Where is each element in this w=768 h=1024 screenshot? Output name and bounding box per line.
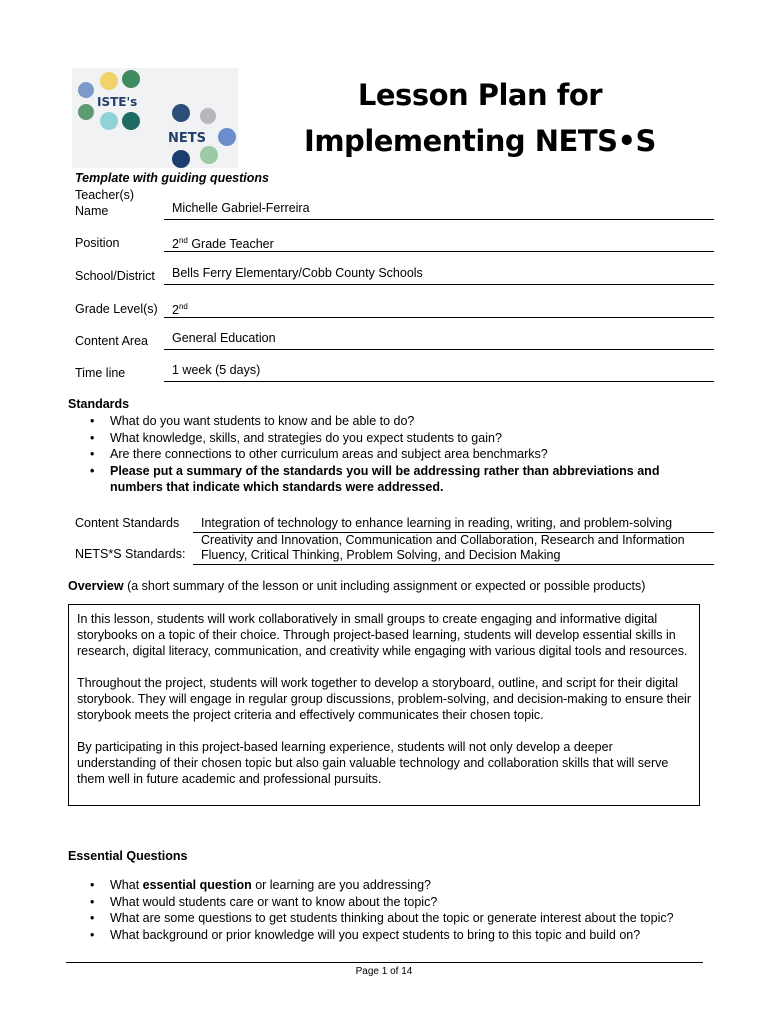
overview-paragraph: By participating in this project-based learning experience, students will not only develop a deeper understanding of their chosen topic but also gain valuable technology and collaboration skills that will serve them well in future academic and professional pursuits. — [77, 740, 669, 786]
position-grade-number: 2 — [172, 237, 179, 252]
logo-dot — [78, 104, 94, 120]
title-line-2: Implementing NETS•S — [304, 124, 656, 158]
content-standards-value: Integration of technology to enhance learning in reading, writing, and problem-solving — [193, 516, 714, 533]
page-number: Page 1 of 14 — [355, 966, 413, 977]
overview-paragraph: Throughout the project, students will work together to develop a storyboard, outline, and script for their digital storybook. They will engage in regular group discussions, problem-solving, and decision-making to ensure their storybook meets the project criteria and effectively communicates their chosen topic. — [77, 676, 691, 722]
eq-text-pre: What — [110, 878, 143, 892]
grade-level-label: Grade Level(s) — [75, 302, 158, 316]
nets-standards-line2: Fluency, Critical Thinking, Problem Solving, and Decision Making — [201, 548, 561, 562]
list-item: • Please put a summary of the standards you will be addressing rather than abbreviations and numbers that indicate which standards were addressed. — [86, 463, 686, 496]
nets-standards-value — [193, 533, 714, 565]
grade-suffix: nd — [178, 302, 188, 311]
logo-dot — [100, 72, 118, 90]
grade-number: 2 — [172, 303, 179, 318]
overview-paragraph: In this lesson, students will work collaboratively in small groups to create engaging and informative digital storybooks on a topic of their choice. Through project-based learning, students will develop essential skills in research, digital literacy, communication, and creativity while engaging with various digital tools and resources. — [77, 612, 688, 658]
logo-dot — [172, 150, 190, 168]
grade-level-value — [164, 299, 714, 318]
logo-dot — [218, 128, 236, 146]
position-grade-suffix: nd — [178, 236, 188, 245]
title-line-1: Lesson Plan for — [357, 78, 603, 112]
list-item: • What background or prior knowledge will you expect students to bring to this topic and build on? — [86, 927, 706, 944]
iste-nets-logo — [72, 68, 240, 168]
essential-questions-list — [86, 877, 706, 943]
logo-dot — [172, 104, 190, 122]
teacher-label-line1: Teacher(s) — [75, 188, 135, 202]
list-item: • Are there connections to other curriculum areas and subject area benchmarks? — [86, 446, 686, 463]
position-grade-rest: Grade Teacher — [187, 237, 274, 252]
standards-guiding-list — [86, 413, 686, 496]
standards-heading: Standards — [68, 397, 130, 411]
essential-questions-heading: Essential Questions — [68, 849, 188, 863]
content-area-label: Content Area — [75, 334, 148, 348]
content-standards-label: Content Standards — [75, 516, 180, 530]
teacher-label-line2: Name — [75, 204, 109, 218]
nets-standards-label: NETS*S Standards: — [75, 547, 186, 561]
content-area-value: General Education — [164, 331, 714, 350]
school-value: Bells Ferry Elementary/Cobb County Schools — [164, 266, 714, 285]
nets-standards-row — [75, 533, 715, 565]
teacher-name-value: Michelle Gabriel-Ferreira — [164, 201, 714, 220]
logo-text-iste: ISTE's — [97, 95, 138, 109]
timeline-value: 1 week (5 days) — [164, 363, 714, 382]
nets-standards-line1: Creativity and Innovation, Communication and Collaboration, Research and Information — [201, 533, 685, 547]
list-item: • What do you want students to know and be able to do? — [86, 413, 686, 430]
list-item: • What knowledge, skills, and strategies do you expect students to gain? — [86, 430, 686, 447]
eq-text-bold: essential question — [142, 878, 252, 892]
logo-dot — [122, 70, 140, 88]
page-title — [300, 72, 660, 164]
school-label: School/District — [75, 269, 155, 283]
logo-dot — [122, 112, 140, 130]
logo-dot — [78, 82, 94, 98]
list-item: • What are some questions to get students thinking about the topic or generate interest about the topic? — [86, 910, 706, 927]
list-item — [86, 877, 706, 894]
logo-dot — [200, 108, 216, 124]
eq-text-post: or learning are you addressing? — [251, 878, 431, 892]
timeline-label: Time line — [75, 366, 126, 380]
content-standards-row — [75, 516, 715, 533]
overview-heading-line — [68, 579, 645, 594]
overview-subtext: (a short summary of the lesson or unit including assignment or expected or possible products) — [123, 579, 646, 593]
footer-divider — [66, 962, 703, 963]
position-label: Position — [75, 236, 120, 250]
logo-dot — [200, 146, 218, 164]
position-value — [164, 233, 714, 252]
list-item: • What would students care or want to know about the topic? — [86, 894, 706, 911]
logo-dot — [100, 112, 118, 130]
overview-heading: Overview — [68, 579, 124, 593]
logo-text-nets: NETS — [168, 131, 206, 146]
template-heading: Template with guiding questions — [75, 171, 269, 185]
overview-text-box — [68, 604, 700, 806]
